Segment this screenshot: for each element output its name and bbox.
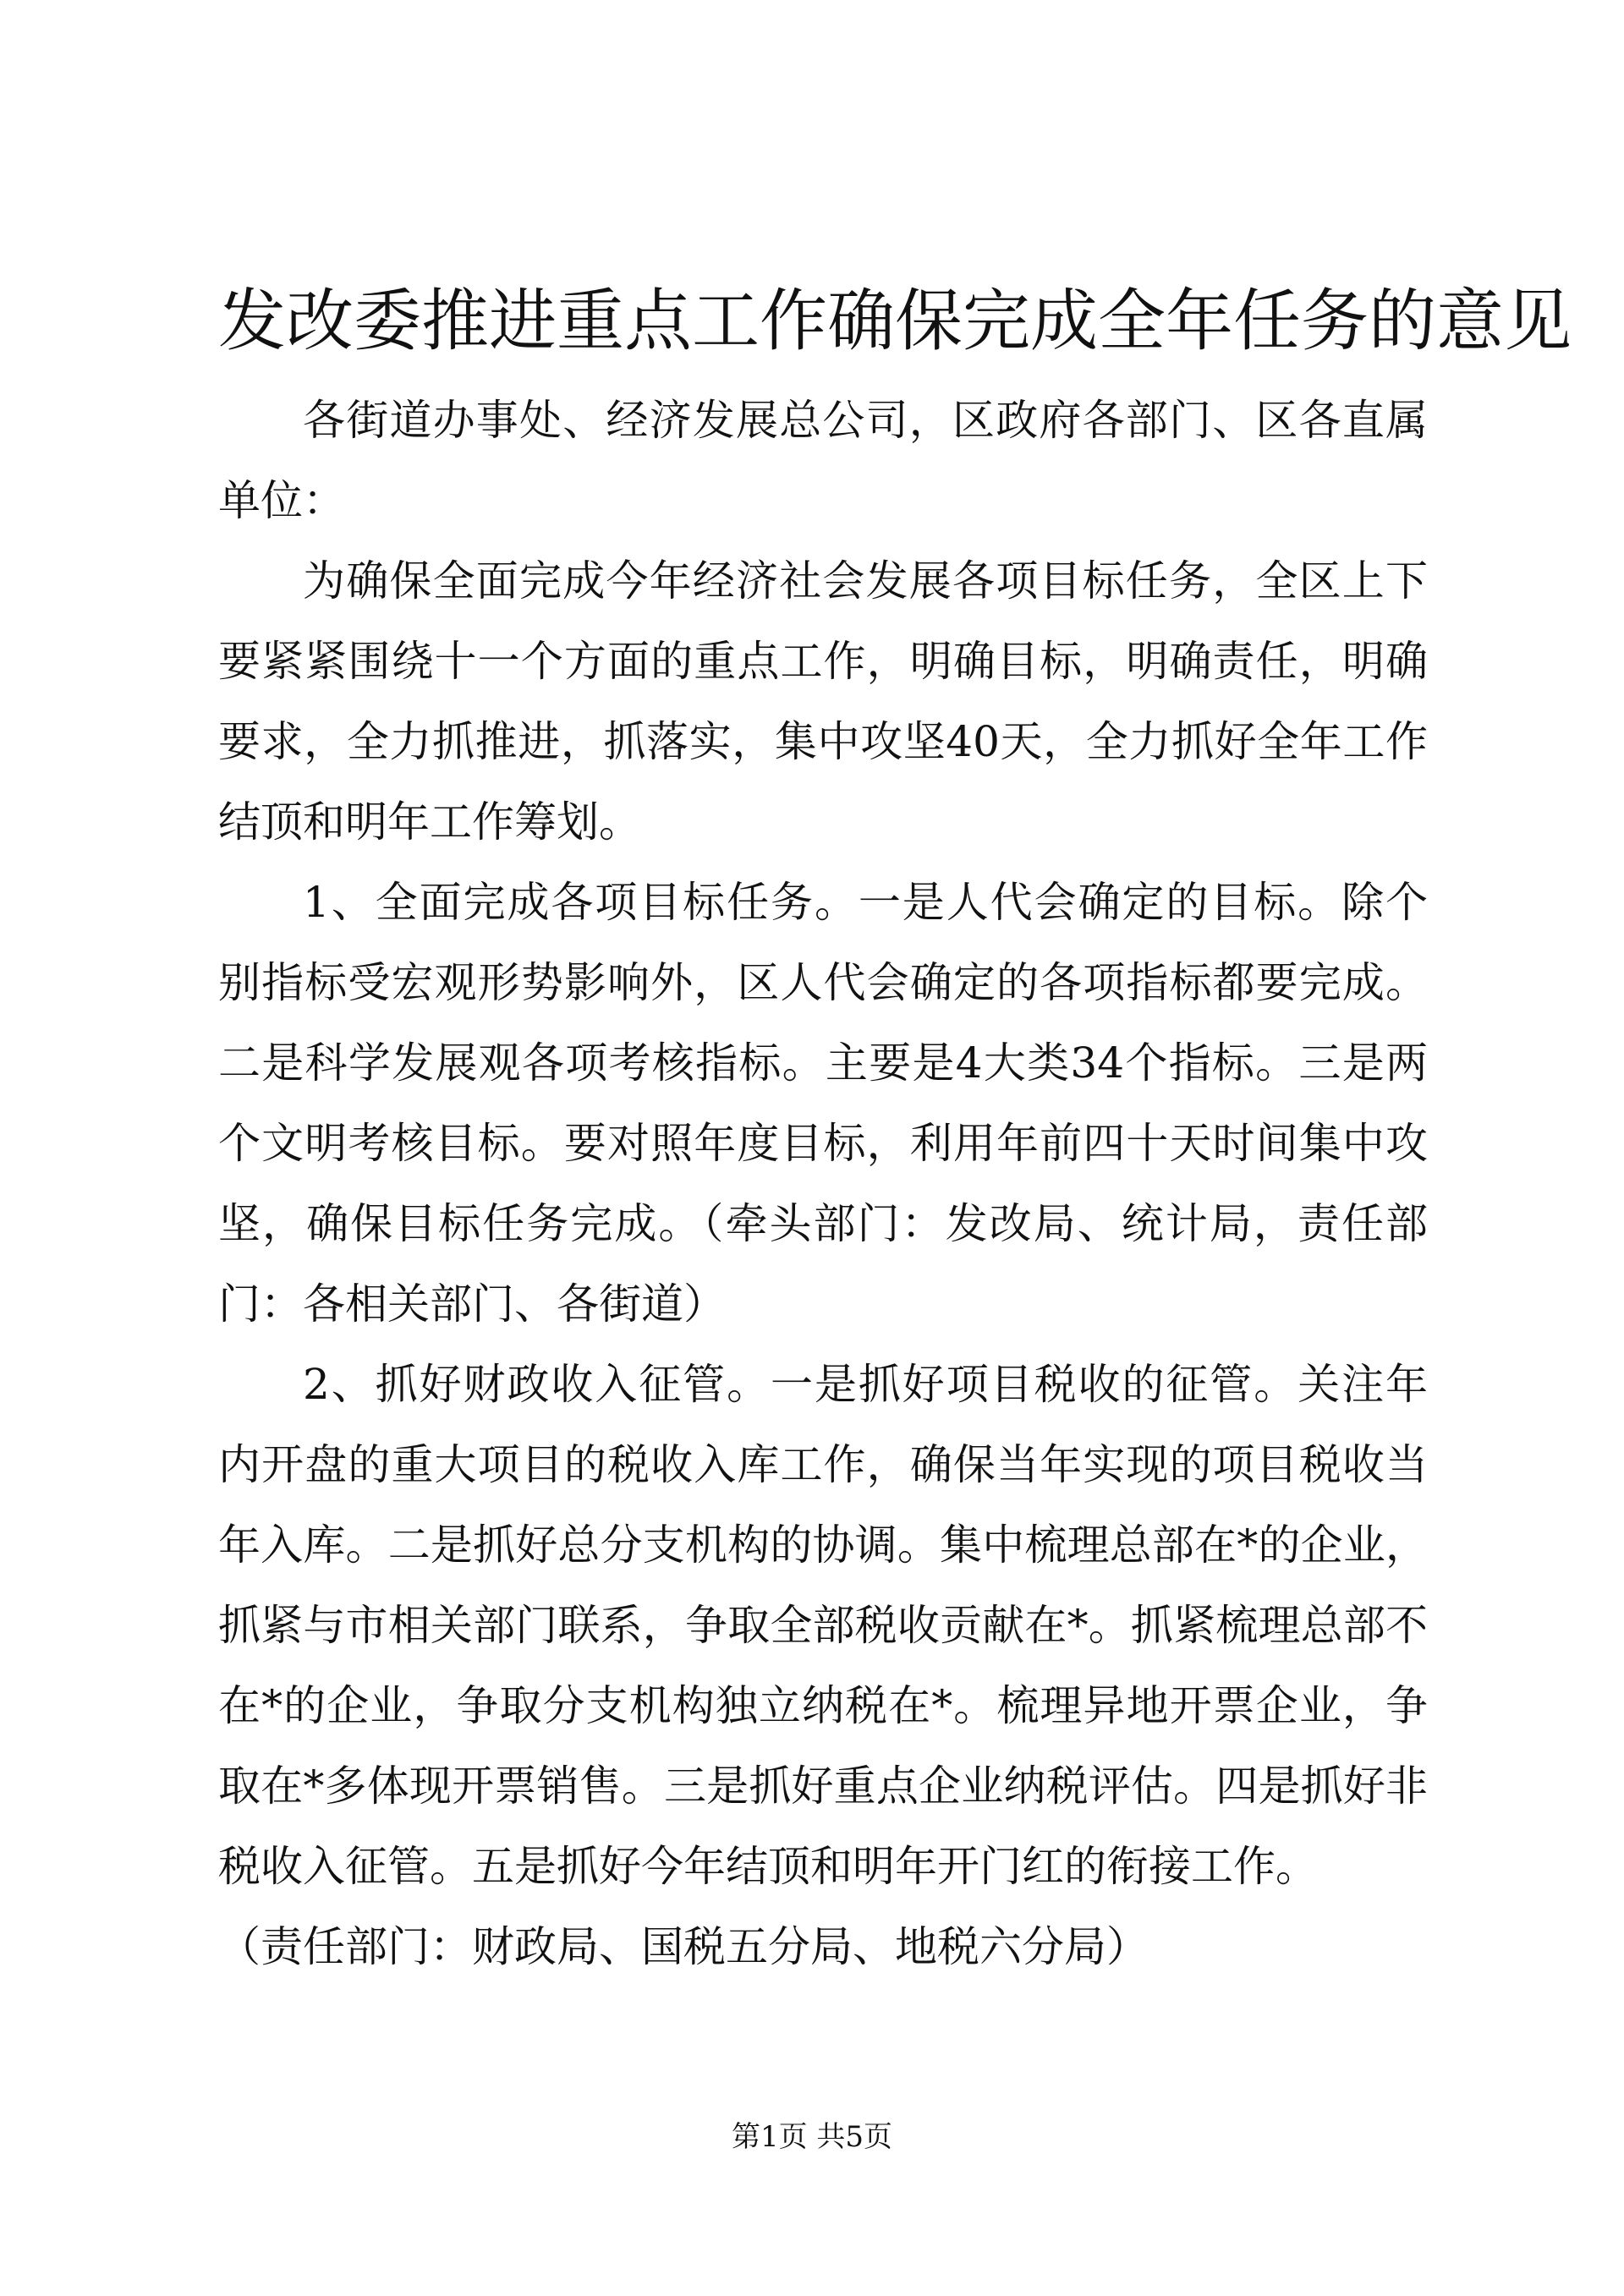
intro-paragraph: 为确保全面完成今年经济社会发展各项目标任务，全区上下要紧紧围绕十一个方面的重点工作，明确目标，明确责任，明确要求，全力抓推进，抓落实，集中攻坚40天，全力抓好全年工作结顶和明年工作筹划。 [218, 556, 1428, 847]
document-body [218, 381, 1428, 1987]
item-1-paragraph: 1、全面完成各项目标任务。一是人代会确定的目标。除个别指标受宏观形势影响外，区人代会确定的各项指标都要完成。二是科学发展观各项考核指标。主要是4大类34个指标。三是两个文明考核目标。要对照年度目标，利用年前四十天时间集中攻坚，确保目标任务完成。（牵头部门：发改局、统计局，责任部门：各相关部门、各街道） [218, 878, 1428, 1329]
page-number: 第1页 共5页 [731, 2120, 893, 2154]
page-footer [0, 2118, 1624, 2156]
salutation-paragraph: 各街道办事处、经济发展总公司，区政府各部门、区各直属单位： [218, 396, 1428, 525]
document-title: 发改委推进重点工作确保完成全年任务的意见 [218, 282, 1572, 360]
item-2-paragraph: 2、抓好财政收入征管。一是抓好项目税收的征管。关注年内开盘的重大项目的税收入库工作，确保当年实现的项目税收当年入库。二是抓好总分支机构的协调。集中梳理总部在*的企业，抓紧与市相关部门联系，争取全部税收贡献在*。抓紧梳理总部不在*的企业，争取分支机构独立纳税在*。梳理异地开票企业，争取在*多体现开票销售。三是抓好重点企业纳税评估。四是抓好非税收入征管。五是抓好今年结顶和明年开门红的衔接工作。 [218, 1360, 1428, 1891]
item-2-responsibility: （责任部门：财政局、国税五分局、地税六分局） [218, 1922, 1149, 1971]
